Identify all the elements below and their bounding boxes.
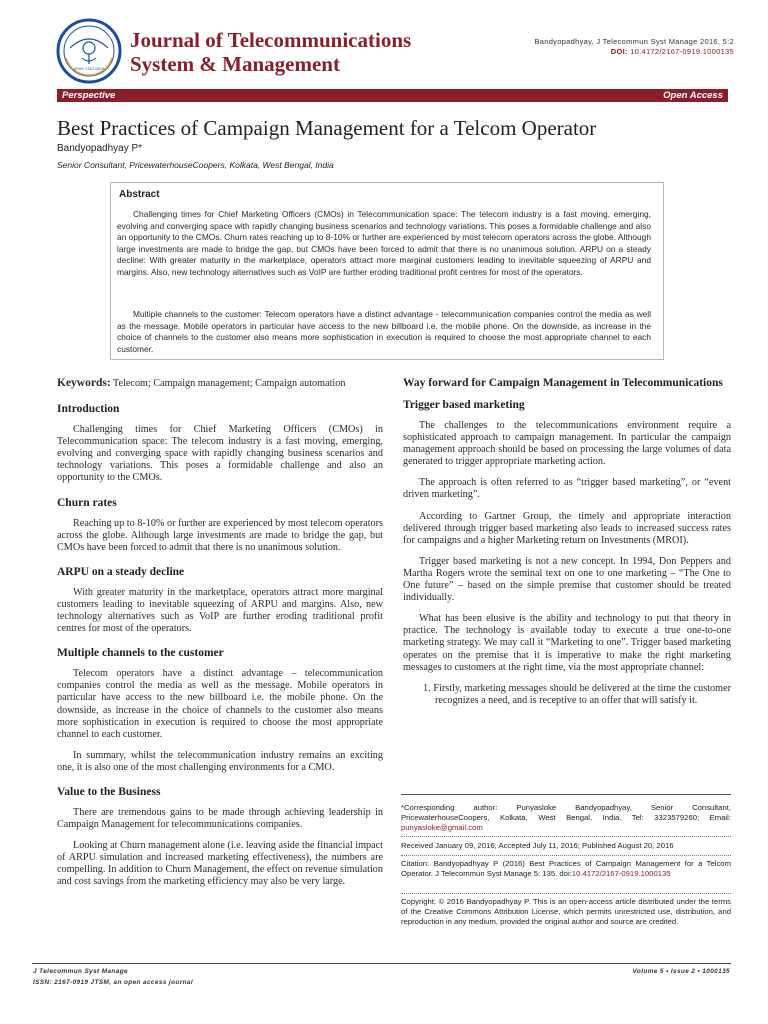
keywords-label: Keywords: bbox=[57, 377, 111, 389]
banner-open-access: Open Access bbox=[663, 90, 723, 101]
section-heading-churn: Churn rates bbox=[57, 496, 117, 509]
introduction-text: Challenging times for Chief Marketing Officers (CMOs) in Telecommunication space: The telecom industry is a fast moving, emerging, evolving and converging space with rapidly changing business scenarios and technology variations. This poses a formidable challenge and also an opportunity to the CMOs. bbox=[57, 424, 383, 484]
article-title: Best Practices of Campaign Management for a Telcom Operator bbox=[57, 116, 597, 140]
logo-issn-text: ISSN: 2167-0919 bbox=[73, 66, 105, 71]
journal-title-line1: Journal of Telecommunications bbox=[130, 28, 412, 52]
value-text-2: Looking at Churn management alone (i.e. leaving aside the financial impact of ARPU simulation and increased marketing effectiveness), the numbers are compelling. In addition to Churn Management, the effect on revenue simulation and cost savings from the marketing efficiency may also be very large. bbox=[57, 840, 383, 888]
abstract-box bbox=[110, 182, 664, 360]
trigger-paragraph-3: According to Gartner Group, the timely and appropriate interaction delivered through trigger based marketing also leads to increased success rates for campaigns and a higher Marketing return on Investments (MROI). bbox=[403, 510, 731, 546]
citation-doi-link[interactable]: 10.4172/2167-0919.1000135 bbox=[571, 869, 671, 878]
trigger-paragraph-4: Trigger based marketing is not a new concept. In 1994, Don Peppers and Martha Rogers wrote the seminal text on one to one marketing – “The One to One future” – based on the simple premise that customer should be treated individually. bbox=[403, 555, 731, 604]
section-heading-introduction: Introduction bbox=[57, 403, 120, 416]
section-heading-value: Value to the Business bbox=[57, 785, 161, 798]
footer-journal-abbrev: J Telecommun Syst Manage bbox=[33, 968, 128, 975]
churn-text: Reaching up to 8-10% or further are experienced by most telecom operators across the globe. Although large investments are made to bridge the gap, but CMOs have been forced to admit that there is no unanimous solution. bbox=[57, 517, 383, 553]
arpu-text: With greater maturity in the marketplace, operators attract more marginal customers leading to inevitable squeezing of ARPU and margins. Also, new technology alternatives such as VoIP are further eroding traditional profit centres for most of the operators. bbox=[57, 586, 383, 635]
article-type-banner bbox=[57, 89, 728, 102]
banner-perspective: Perspective bbox=[62, 90, 116, 101]
abstract-paragraph-1: Challenging times for Chief Marketing Officers (CMOs) in Telecommunication space: The telecom industry is a fast moving, emerging, evolving and converging space with rapidly changing business scenarios and technology variations. This poses a formidable challenge and also an opportunity to the CMOs. Churn rates reaching up to 8-10% or further are experienced by most telecom operators across the globe. Although large investments are made to bridge the gap, but CMOs have been forced to admit that there is no unanimous solution. ARPU on a steady decline: With greater maturity in the marketplace, operators attract more marginal customers leading to inevitable squeezing of ARPU and margins. Also, new technology alternatives such as VoIP are further eroding traditional profit centres for most of the operators. bbox=[117, 209, 651, 277]
author-name: Bandyopadhyay P* bbox=[57, 143, 143, 154]
citation-note bbox=[401, 859, 731, 879]
summary-text: In summary, whilst the telecommunication industry remains an exciting one, it is also one of the most challenging environments for a CMO. bbox=[57, 749, 383, 773]
section-heading-arpu: ARPU on a steady decline bbox=[57, 565, 185, 578]
doi-link[interactable]: 10.4172/2167-0919.1000135 bbox=[630, 47, 734, 56]
keywords bbox=[57, 377, 383, 390]
trigger-paragraph-5: What has been elusive is the ability and technology to put that theory in practice. The technology is available today to execute a true one-to-one marketing strategy. We may call it “Marketing to one”. Trigger based marketing operates on the premise that it is imperative to make the right marketing messages to customers at the right time, via the most appropriate channel: bbox=[403, 613, 731, 673]
journal-logo-icon bbox=[56, 18, 122, 84]
right-column bbox=[403, 376, 731, 707]
keywords-text: Telecom; Campaign management; Campaign automation bbox=[110, 378, 346, 389]
header-citation: Bandyopadhyay, J Telecommun Syst Manage 2016, 5:2 bbox=[534, 37, 734, 46]
journal-title-line2: System & Management bbox=[130, 52, 340, 76]
footnote-divider bbox=[401, 794, 731, 795]
author-affiliation: Senior Consultant, PricewaterhouseCoopers, Kolkata, West Bengal, India bbox=[57, 160, 334, 170]
doi-label: DOI: bbox=[610, 47, 628, 56]
channels-text: Telecom operators have a distinct advantage – telecommunication companies control the media as well as the message. Mobile operators in particular have access to the new billboard i.e. the mobile phone. On the downside, as increase in the choice of channels to the customer also means more sophistication in execution is required to choose the most appropriate channel to each customer. bbox=[57, 668, 383, 740]
footnote-separator bbox=[401, 855, 731, 856]
left-column bbox=[57, 377, 383, 889]
header-doi bbox=[611, 47, 734, 56]
corresponding-author-text: *Corresponding author: Punyasloke Bandyopadhyay, Senior Consultant, PricewaterhouseCoopers, Kolkata, West Bengal, India. Tel: 3323579260; Email: bbox=[401, 803, 731, 822]
trigger-paragraph-2: The approach is often referred to as “trigger based marketing”, or “event driven marketing”. bbox=[403, 477, 731, 501]
footer-issn: ISSN: 2167-0919 JTSM, an open access journal bbox=[33, 979, 194, 986]
list-item: 1. Firstly, marketing messages should be delivered at the time the customer recognizes a need, and is receptive to an offer that will satisfy it. bbox=[423, 682, 731, 706]
section-heading-channels: Multiple channels to the customer bbox=[57, 647, 224, 660]
citation-text: Citation: Bandyopadhyay P (2016) Best Practices of Campaign Management for a Telcom Operator. J Telecommun Syst Manage 5: 135. doi: bbox=[401, 859, 731, 878]
trigger-paragraph-1: The challenges to the telecommunications environment require a sophisticated approach to campaign management. In particular the campaign management approach should be based on processing the large volumes of data generated to trigger appropriate marketing action. bbox=[403, 420, 731, 468]
article-dates: Received January 09, 2016; Accepted July 11, 2016; Published August 20, 2016 bbox=[401, 841, 674, 850]
footnote-separator bbox=[401, 836, 731, 837]
abstract-heading: Abstract bbox=[119, 189, 160, 200]
footer-volume-issue: Volume 5 • Issue 2 • 1000135 bbox=[632, 968, 730, 975]
copyright-note: Copyright: © 2016 Bandyopadhyay P. This is an open-access article distributed under the terms of the Creative Commons Attribution License, which permits unrestricted use, distribution, and reproduction in any medium, provided the original author and source are credited. bbox=[401, 897, 731, 926]
abstract-paragraph-2: Multiple channels to the customer: Telecom operators have a distinct advantage - telecommunication companies control the media as well as the message. Mobile operators in particular have access to the new billboard i.e. the mobile phone. On the downside, as increase in the choice of channels to the customer also means more sophistication in execution is required to choose the most appropriate channel to each customer. bbox=[117, 309, 651, 354]
author-email-link[interactable]: punyasloke@gmail.com bbox=[401, 823, 483, 832]
page-footer-divider bbox=[32, 963, 731, 964]
value-text-1: There are tremendous gains to be made through achieving leadership in Campaign Management for telecommunications companies. bbox=[57, 806, 383, 831]
section-heading-trigger: Trigger based marketing bbox=[403, 399, 525, 411]
footnote-separator bbox=[401, 893, 731, 894]
corresponding-author-note bbox=[401, 803, 731, 833]
section-heading-way-forward: Way forward for Campaign Management in Telecommunications bbox=[403, 377, 723, 389]
